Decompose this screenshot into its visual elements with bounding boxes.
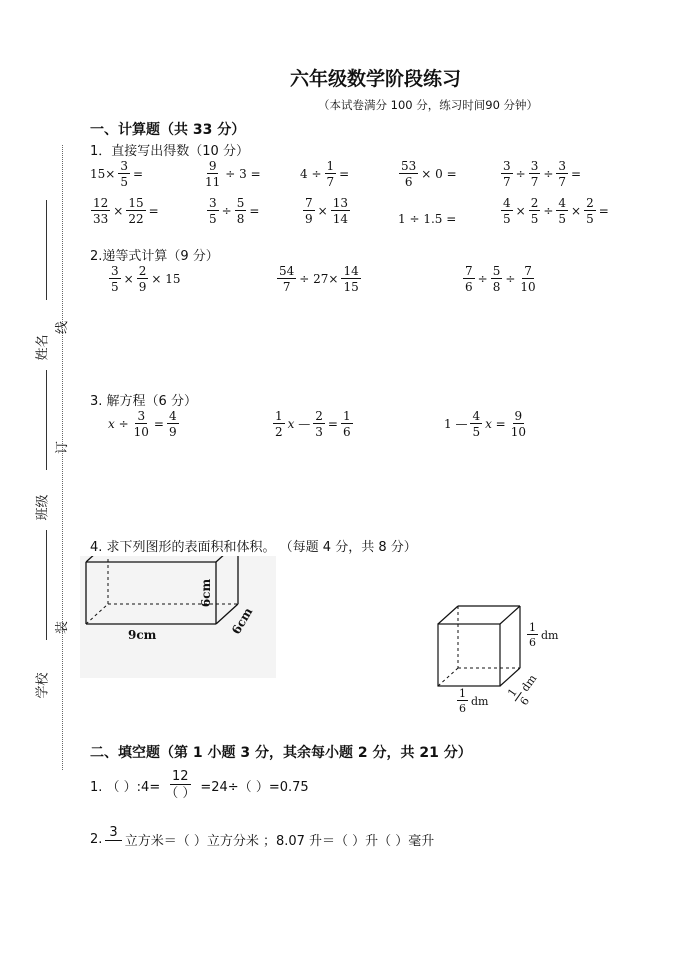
fraction: $\frac{1}{6}$ xyxy=(342,409,351,439)
page-title: 六年级数学阶段练习 xyxy=(290,68,462,90)
q3-label: 3. 解方程（6 分） xyxy=(90,394,197,409)
equation: x ÷ $\frac{3}{10}$ = $\frac{4}{9}$ xyxy=(108,409,177,439)
fraction: $\frac{5}{8}$ xyxy=(236,196,245,226)
fraction: $\frac{4}{5}$ xyxy=(472,409,481,439)
calc-expression: $\frac{54}{7}$ ÷ 27× $\frac{14}{15}$ xyxy=(279,264,359,294)
calc-expression: $\frac{7}{6}$ ÷ $\frac{5}{8}$ ÷ $\frac{7}{10}$ xyxy=(465,264,536,294)
fraction: $\frac{13}{14}$ xyxy=(332,196,348,226)
q1-label: 1．直接写出得数（10 分） xyxy=(90,144,249,159)
calc-expression: $\frac{9}{11}$ ÷ 3 = xyxy=(205,159,261,189)
fraction: $\frac{4}{5}$ xyxy=(558,196,567,226)
fraction: $\frac{3}{5}$ xyxy=(120,159,128,189)
fraction: $\frac{54}{7}$ xyxy=(279,264,295,294)
cuboid-height-label: 6cm xyxy=(199,578,214,608)
calc-expression: 1 ÷ 1.5 = xyxy=(398,212,457,226)
fraction: $\frac{9}{10}$ xyxy=(510,409,527,439)
fraction: $\frac{1}{7}$ xyxy=(326,159,335,189)
fraction: $\frac{7}{9}$ xyxy=(305,196,313,226)
calc-expression: $\frac{12}{33}$ × $\frac{15}{22}$ = xyxy=(93,196,159,226)
fraction: $\frac{3}{5}$ xyxy=(111,264,119,294)
calc-expression: $\frac{3}{7}$ ÷ $\frac{3}{7}$ ÷ $\frac{3}{7}$ = xyxy=(503,159,582,189)
fraction: $\frac{53}{6}$ xyxy=(401,159,417,189)
q4-label: 4. 求下列图形的表面积和体积。 （每题 4 分，共 8 分） xyxy=(90,540,417,555)
fraction: $\frac{3}{5}$ xyxy=(209,196,217,226)
binding-zhuang: 装 xyxy=(55,620,71,635)
fraction: 1 6 xyxy=(505,686,533,708)
fraction: $\frac{5}{8}$ xyxy=(492,264,501,294)
fraction: $\frac{9}{11}$ xyxy=(205,159,221,189)
calc-expression: $\frac{7}{9}$ × $\frac{13}{14}$ xyxy=(305,196,348,226)
fraction: $\frac{12}{33}$ xyxy=(93,196,109,226)
school-underline xyxy=(46,530,47,640)
name-underline xyxy=(46,200,47,300)
section2-heading: 二、填空题（第 1 小题 3 分，其余每小题 2 分，共 21 分） xyxy=(90,745,472,761)
fraction: $\frac{3}{7}$ xyxy=(558,159,567,189)
calc-expression: $\frac{4}{5}$ × $\frac{2}{5}$ ÷ $\frac{4}{5}$ × $\frac{2}{5}$ = xyxy=(503,196,609,226)
calc-expression: 4 ÷ $\frac{1}{7}$ = xyxy=(300,159,350,189)
fraction: $\frac{12}{( )}$ xyxy=(165,769,196,801)
binding-dotted-line xyxy=(62,145,63,770)
fraction: $\frac{2}{3}$ xyxy=(315,409,323,439)
calc-expression: $\frac{53}{6}$ × 0 = xyxy=(401,159,457,189)
binding-xian: 线 xyxy=(55,320,71,335)
fraction: $\frac{1}{6}$ xyxy=(459,687,466,715)
fraction: $\frac{4}{9}$ xyxy=(168,409,177,439)
cube-edge-label-depth: 1 6 dm xyxy=(505,671,539,708)
fraction: $\frac{3}{7}$ xyxy=(530,159,539,189)
q2-label: 2.递等式计算（9 分） xyxy=(90,249,219,264)
cuboid-figure xyxy=(80,556,276,678)
fraction: $\frac{14}{15}$ xyxy=(343,264,359,294)
fraction: $\frac{2}{9}$ xyxy=(138,264,147,294)
cube-edge-label-right: $\frac{1}{6}$ dm xyxy=(529,621,559,649)
cube-figure xyxy=(430,600,570,720)
cuboid-width-label: 6cm xyxy=(229,605,256,637)
fraction: $\frac{3}{10}$ xyxy=(133,409,149,439)
equation: 1 — $\frac{4}{5}$ x = $\frac{9}{10}$ xyxy=(444,409,527,439)
name-label: 姓名 xyxy=(35,334,51,361)
fraction: $\frac{3}{7}$ xyxy=(503,159,511,189)
fraction: $\frac{15}{22}$ xyxy=(128,196,144,226)
fraction: $\frac{7}{6}$ xyxy=(465,264,473,294)
binding-ding: 订 xyxy=(55,440,71,455)
fraction: $\frac{2}{5}$ xyxy=(586,196,594,226)
cuboid-length-label: 9cm xyxy=(128,628,157,642)
calc-expression: $\frac{3}{5}$ × $\frac{2}{9}$ × 15 xyxy=(111,264,181,294)
section1-heading: 一、计算题（共 33 分） xyxy=(90,122,246,138)
equation: $\frac{1}{2}$ x — $\frac{2}{3}$ = $\frac{1}{6}$ xyxy=(275,409,351,439)
calc-expression: 15× $\frac{3}{5}$ = xyxy=(90,159,144,189)
cube-edge-label-bottom: $\frac{1}{6}$ dm xyxy=(459,687,489,715)
school-label: 学校 xyxy=(35,672,51,699)
fraction: $\frac{4}{5}$ xyxy=(503,196,511,226)
class-label: 班级 xyxy=(35,494,51,521)
class-underline xyxy=(46,370,47,470)
fill-blank-1: 1. （ ）:4= $\frac{12}{( )}$ =24÷（ ）=0.75 xyxy=(90,769,309,801)
fraction: $\frac{7}{10}$ xyxy=(520,264,536,294)
fraction: $\frac{1}{2}$ xyxy=(275,409,283,439)
fraction: $\frac{2}{5}$ xyxy=(530,196,539,226)
calc-expression: $\frac{3}{5}$ ÷ $\frac{5}{8}$ = xyxy=(209,196,260,226)
fraction: $\frac{1}{6}$ xyxy=(529,621,536,649)
fill-blank-2: 2. 3 立方米＝（ ）立方分米 ；8.07 升＝（ ）升（ ）毫升 xyxy=(90,826,434,853)
page-subtitle: （本试卷满分 100 分，练习时间90 分钟） xyxy=(318,98,539,112)
fraction: 3 xyxy=(105,826,121,853)
